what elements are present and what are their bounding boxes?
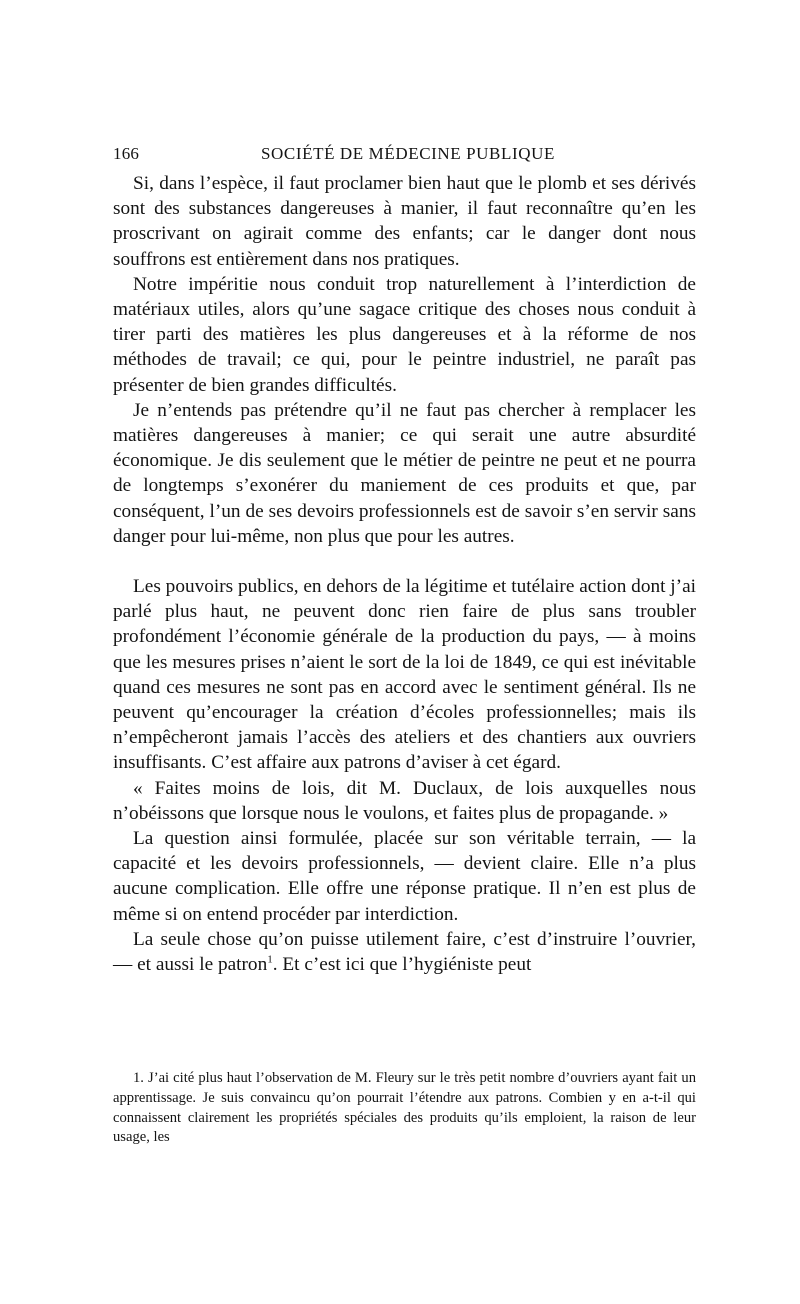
footnote-reference: 1 (267, 953, 273, 966)
paragraph-3: Je n’entends pas prétendre qu’il ne faut pas chercher à remplacer les matières dangereuses à manier; ce qui serait une autre absurdité économique. Je dis seulement que le métier de peintre ne peut et ne pourra de longtemps s’exonérer du maniement de ces produits et que, par conséquent, l’un de ses devoirs professionnels est de savoir s’en servir sans danger pour lui-même, non plus que pour les autres. (113, 399, 696, 547)
paragraph-7 (113, 927, 696, 977)
paragraph-7-text-start: La seule chose qu’on puisse utilement faire, c’est d’instruire l’ouvrier, — et aussi le patron (113, 928, 696, 976)
page-header (113, 143, 696, 165)
body-text (113, 171, 696, 977)
footnotes (113, 1069, 696, 1148)
paragraph-2: Notre impéritie nous conduit trop naturellement à l’interdiction de matériaux utiles, alors qu’une sagace critique des choses nous conduit à tirer parti des matières les plus dangereuses et à la réforme de nos méthodes de travail; ce qui, pour le peintre industriel, ne paraît pas présenter de bien grandes difficultés. (113, 273, 696, 396)
paragraph-6: La question ainsi formulée, placée sur son véritable terrain, — la capacité et les devoirs professionnels, — devient claire. Elle n’a plus aucune complication. Elle offre une réponse pratique. Il n’en est plus de même si on entend procéder par interdiction. (113, 828, 696, 925)
paragraph-7-text-end: . Et c’est ici que l’hygiéniste peut (272, 954, 532, 976)
paragraph-5-quote: « Faites moins de lois, dit M. Duclaux, de lois auxquelles nous n’obéissons que lorsque nous le voulons, et faites plus de propagande. » (113, 777, 696, 824)
paragraph-1: Si, dans l’espèce, il faut proclamer bien haut que le plomb et ses dérivés sont des substances dangereuses à manier, il faut reconnaître qu’en les proscrivant on agirait comme des enfants; car le danger dont nous souffrons est entièrement dans nos pratiques. (113, 173, 696, 270)
footnote-1: 1. J’ai cité plus haut l’observation de M. Fleury sur le très petit nombre d’ouvriers ayant fait un apprentissage. Je suis convaincu qu’on pourrait l’étendre aux patrons. Combien y en a-t-il qui connaissent clairement les propriétés spéciales des produits qu’ils emploient, la raison de leur usage, les (113, 1070, 696, 1146)
running-title: SOCIÉTÉ DE MÉDECINE PUBLIQUE (261, 144, 555, 163)
paragraph-4: Les pouvoirs publics, en dehors de la légitime et tutélaire action dont j’ai parlé plus haut, ne peuvent donc rien faire de plus sans troubler profondément l’économie générale de la production du pays, — à moins que les mesures prises n’aient le sort de la loi de 1849, ce qui est inévitable quand ces mesures ne sont pas en accord avec le sentiment général. Ils ne peuvent qu’encourager la création d’écoles professionnelles; mais ils n’empêcheront jamais l’accès des ateliers et des chantiers aux ouvriers insuffisants. C’est affaire aux patrons d’aviser à cet égard. (113, 576, 696, 774)
page (113, 143, 696, 977)
page-number: 166 (113, 144, 140, 163)
